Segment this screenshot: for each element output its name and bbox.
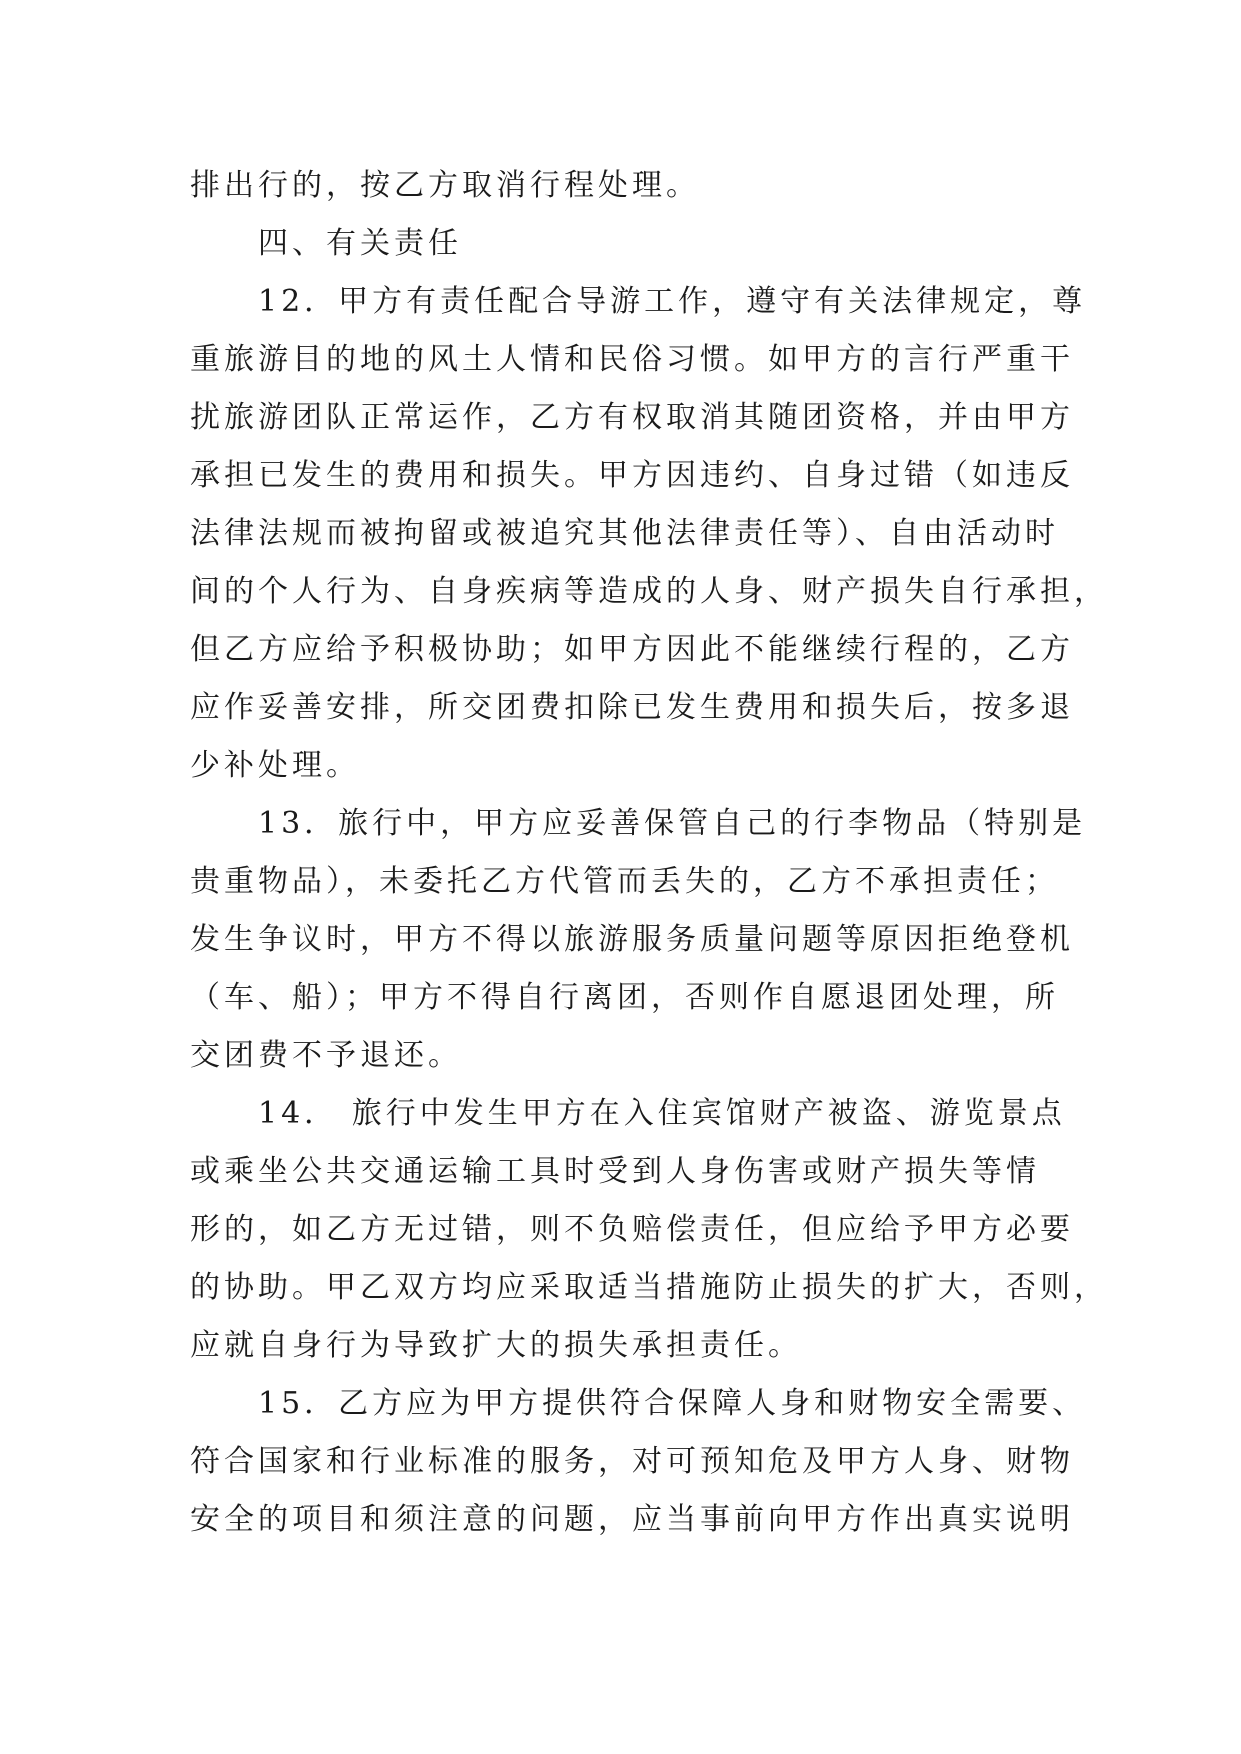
- text-line: 形的，如乙方无过错，则不负赔偿责任，但应给予甲方必要: [190, 1212, 1074, 1247]
- text-line: 承担已发生的费用和损失。甲方因违约、自身过错（如违反: [190, 458, 1074, 493]
- text-line: 应就自身行为导致扩大的损失承担责任。: [190, 1328, 802, 1363]
- section-heading: 四、有关责任: [258, 226, 462, 261]
- text-line: 符合国家和行业标准的服务，对可预知危及甲方人身、财物: [190, 1444, 1074, 1479]
- text-line: 交团费不予退还。: [190, 1038, 462, 1073]
- text-line: 15．乙方应为甲方提供符合保障人身和财物安全需要、: [258, 1386, 1087, 1421]
- text-line: 扰旅游团队正常运作，乙方有权取消其随团资格，并由甲方: [190, 400, 1074, 435]
- text-line: （车、船）；甲方不得自行离团，否则作自愿退团处理，所: [190, 980, 1059, 1015]
- text-line: 发生争议时，甲方不得以旅游服务质量问题等原因拒绝登机: [190, 922, 1074, 957]
- text-line: 间的个人行为、自身疾病等造成的人身、财产损失自行承担，: [190, 574, 1108, 609]
- text-line: 应作妥善安排，所交团费扣除已发生费用和损失后，按多退: [190, 690, 1074, 725]
- text-line: 法律法规而被拘留或被追究其他法律责任等）、自由活动时: [190, 516, 1059, 551]
- text-line: 的协助。甲乙双方均应采取适当措施防止损失的扩大，否则，: [190, 1270, 1108, 1305]
- text-line: 但乙方应给予积极协助；如甲方因此不能继续行程的，乙方: [190, 632, 1074, 667]
- text-line: 或乘坐公共交通运输工具时受到人身伤害或财产损失等情: [190, 1154, 1040, 1189]
- text-line: 排出行的，按乙方取消行程处理。: [190, 168, 700, 203]
- text-line: 安全的项目和须注意的问题，应当事前向甲方作出真实说明: [190, 1502, 1074, 1537]
- text-line: 重旅游目的地的风土人情和民俗习惯。如甲方的言行严重干: [190, 342, 1074, 377]
- text-line: 12．甲方有责任配合导游工作，遵守有关法律规定，尊: [258, 284, 1087, 319]
- text-line: 13．旅行中，甲方应妥善保管自己的行李物品（特别是: [258, 806, 1087, 841]
- text-line: 少补处理。: [190, 748, 360, 783]
- text-line: 14． 旅行中发生甲方在入住宾馆财产被盗、游览景点: [258, 1096, 1066, 1131]
- text-line: 贵重物品），未委托乙方代管而丢失的，乙方不承担责任；: [190, 864, 1059, 899]
